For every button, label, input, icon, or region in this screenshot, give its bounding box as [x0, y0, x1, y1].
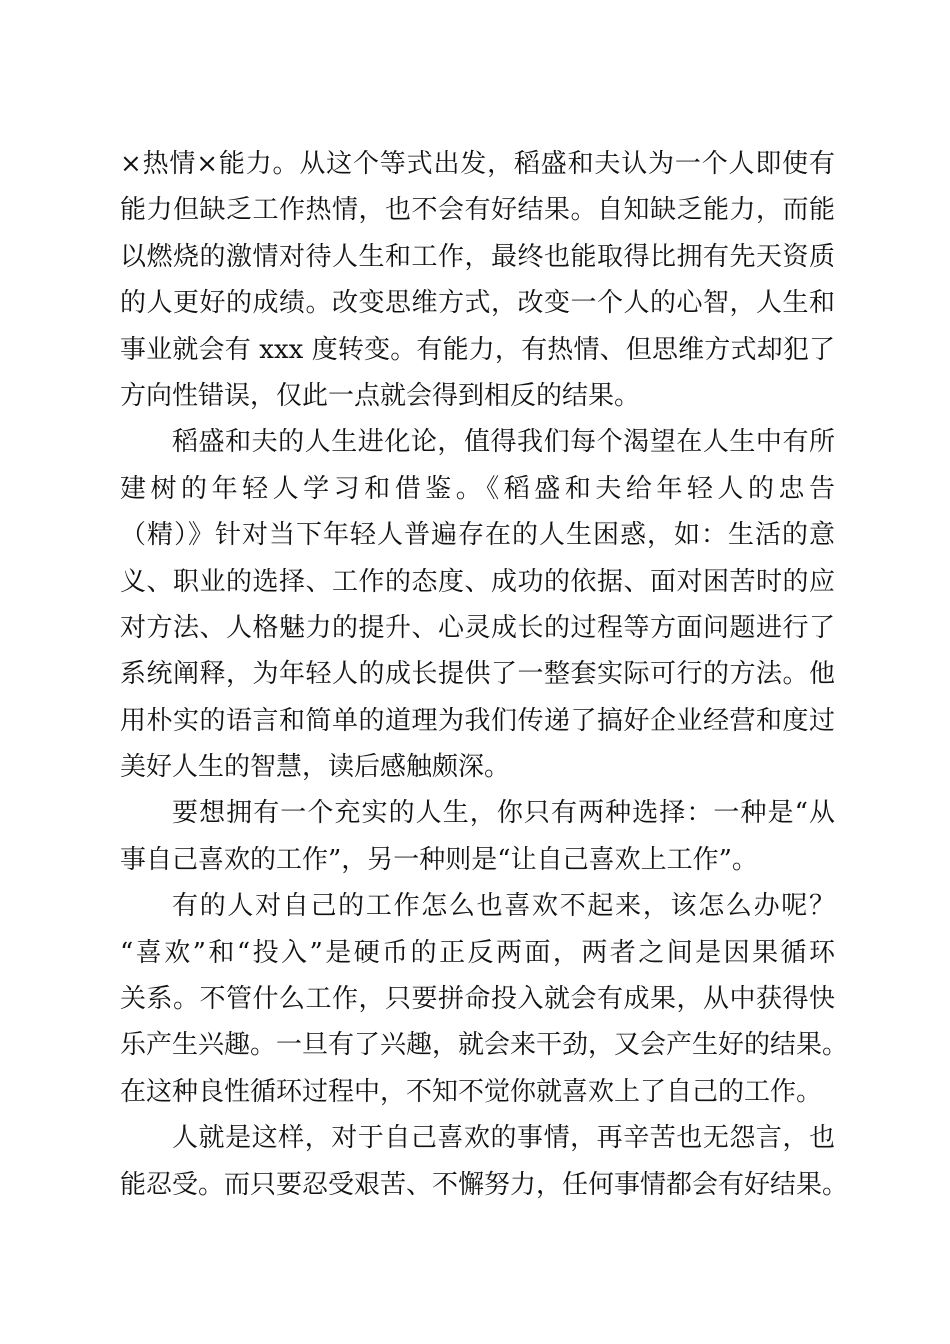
text-line: 美好人生的智慧，读后感触颇深。 [120, 752, 511, 783]
text-line: 人就是这样，对于自己喜欢的事情，再辛苦也无怨言，也 [172, 1123, 835, 1154]
text-line: 乐产生兴趣。一旦有了兴趣，就会来干劲，又会产生好的结果。 [120, 1030, 849, 1061]
text-line: 关系。不管什么工作，只要拼命投入就会有成果，从中获得快 [120, 984, 835, 1015]
text-line: 在这种良性循环过程中，不知不觉你就喜欢上了自己的工作。 [120, 1076, 823, 1107]
text-line: （精）》针对当下年轻人普遍存在的人生困惑，如：生活的意 [120, 520, 835, 551]
text-line: 要想拥有一个充实的人生，你只有两种选择：一种是“从 [172, 798, 835, 829]
text-line: 的人更好的成绩。改变思维方式，改变一个人的心智，人生和 [120, 288, 835, 319]
text-line: 事业就会有 xxx 度转变。有能力，有热情、但思维方式却犯了 [120, 334, 835, 365]
text-line: 对方法、人格魅力的提升、心灵成长的过程等方面问题进行了 [120, 612, 835, 643]
body-text [120, 141, 849, 1208]
text-line: 有的人对自己的工作怎么也喜欢不起来，该怎么办呢？ [172, 891, 835, 922]
text-line: “喜欢”和“投入”是硬币的正反两面，两者之间是因果循环 [120, 937, 835, 968]
text-line: 建树的年轻人学习和借鉴。《稻盛和夫给年轻人的忠告 [120, 473, 835, 504]
text-line: 用朴实的语言和简单的道理为我们传递了搞好企业经营和度过 [120, 705, 835, 736]
text-line: 方向性错误，仅此一点就会得到相反的结果。 [120, 380, 641, 411]
text-line: 事自己喜欢的工作”，另一种则是“让自己喜欢上工作”。 [120, 844, 758, 875]
text-line: 系统阐释，为年轻人的成长提供了一整套实际可行的方法。他 [120, 659, 835, 690]
text-line: 能忍受。而只要忍受艰苦、不懈努力，任何事情都会有好结果。 [120, 1169, 849, 1200]
text-line: 能力但缺乏工作热情，也不会有好结果。自知缺乏能力，而能 [120, 195, 835, 226]
text-line: 以燃烧的激情对待人生和工作，最终也能取得比拥有先天资质 [120, 241, 835, 272]
text-line: ×热情×能力。从这个等式出发，稻盛和夫认为一个人即使有 [120, 149, 835, 179]
text-line: 义、职业的选择、工作的态度、成功的依据、面对困苦时的应 [120, 566, 835, 597]
text-line: 稻盛和夫的人生进化论，值得我们每个渴望在人生中有所 [172, 427, 835, 458]
